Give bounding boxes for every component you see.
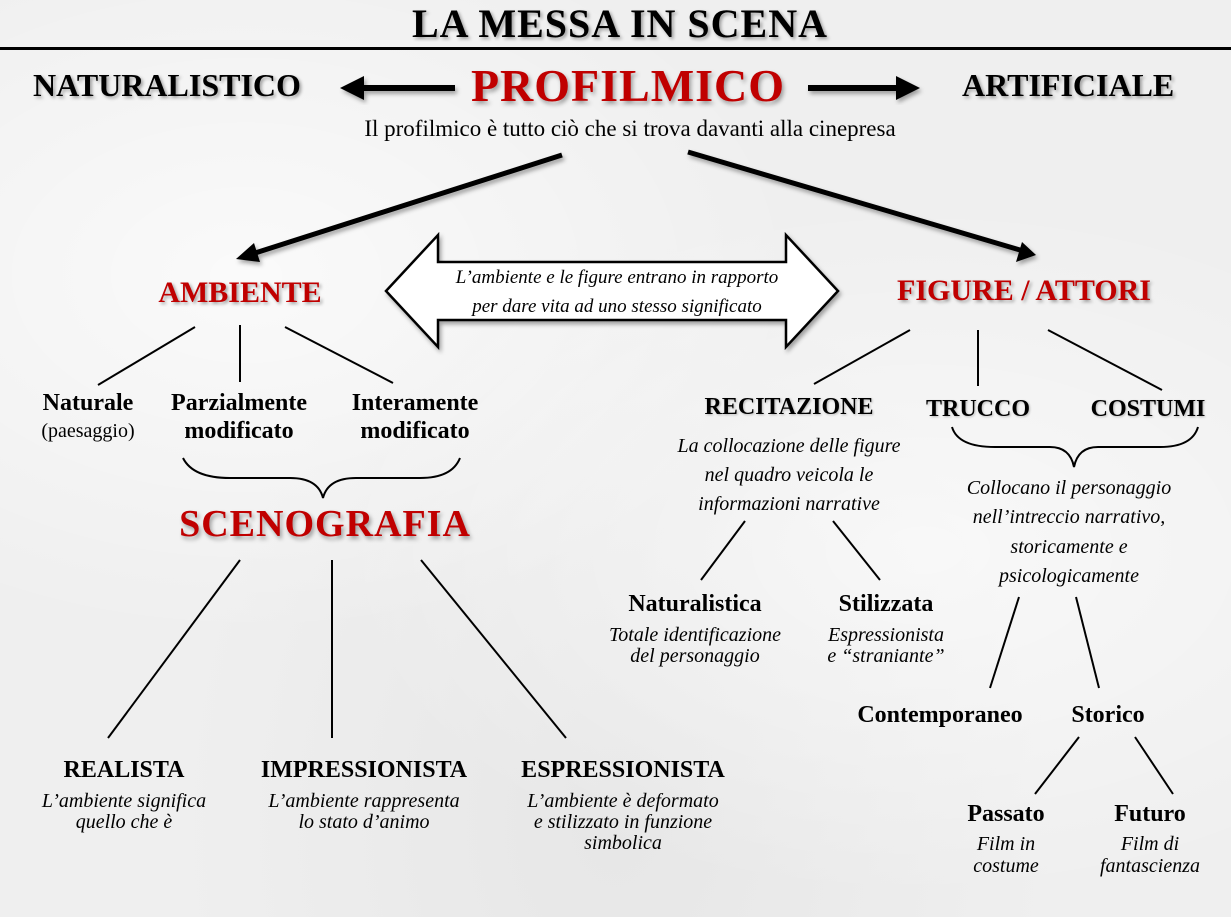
futuro-desc-line2: fantascienza	[1100, 855, 1200, 877]
naturale-sub: (paesaggio)	[41, 420, 135, 442]
naturale-label: Naturale	[42, 390, 134, 416]
tc-desc-line1: Collocano il personaggio	[966, 477, 1172, 499]
stilizzata-desc-line2: e “straniante”	[827, 645, 945, 667]
futuro-desc-line1: Film di	[1120, 833, 1180, 855]
parzialmente-line1: Parzialmente	[171, 390, 307, 416]
naturalistica-desc-line2: del personaggio	[630, 645, 760, 667]
recitazione-desc-line3: informazioni narrative	[698, 493, 880, 515]
passato-desc-line1: Film in	[976, 833, 1036, 855]
espressionista-label: ESPRESSIONISTA	[521, 757, 725, 783]
profilmico-title: PROFILMICO	[470, 60, 786, 111]
espressionista-desc-line1: L’ambiente è deformato	[527, 790, 719, 812]
ambiente-title: AMBIENTE	[158, 276, 322, 309]
parzialmente-line2: modificato	[184, 418, 294, 444]
brace-scenografia	[183, 458, 460, 498]
arrow-to-figure	[688, 152, 1036, 262]
artificiale-label: ARTIFICIALE	[962, 67, 1175, 103]
arrow-left-naturalistico	[340, 76, 455, 100]
futuro-label: Futuro	[1114, 801, 1186, 827]
espressionista-desc-line3: simbolica	[584, 832, 662, 854]
arrow-to-ambiente	[236, 155, 562, 262]
costumi-label: COSTUMI	[1090, 396, 1206, 422]
relation-text-line2: per dare vita ad uno stesso significato	[472, 296, 762, 317]
tc-desc-line2: nell’intreccio narrativo,	[972, 506, 1166, 528]
passato-desc-line2: costume	[973, 855, 1039, 877]
brace-trucco-costumi	[952, 427, 1198, 467]
impressionista-desc-line1: L’ambiente rappresenta	[268, 790, 460, 812]
naturalistica-label: Naturalistica	[628, 591, 762, 617]
espressionista-desc-line2: e stilizzato in funzione	[533, 811, 713, 833]
figure-attori-title: FIGURE / ATTORI	[897, 274, 1151, 307]
stilizzata-desc-line1: Espressionista	[828, 624, 944, 646]
contemporaneo-label: Contemporaneo	[857, 702, 1023, 728]
recitazione-desc-line2: nel quadro veicola le	[704, 464, 874, 486]
recitazione-label: RECITAZIONE	[704, 394, 874, 420]
tc-desc-line3: storicamente e	[1010, 536, 1128, 558]
realista-desc-line1: L’ambiente significa	[41, 790, 207, 812]
naturalistica-desc-line1: Totale identificazione	[608, 624, 782, 646]
storico-label: Storico	[1071, 702, 1145, 728]
scenografia-title: SCENOGRAFIA	[179, 503, 471, 545]
realista-label: REALISTA	[63, 757, 185, 783]
passato-label: Passato	[967, 801, 1045, 827]
naturalistico-label: NATURALISTICO	[33, 67, 301, 103]
recitazione-desc-line1: La collocazione delle figure	[677, 435, 901, 457]
relation-double-arrow	[386, 235, 838, 347]
impressionista-desc-line2: lo stato d’animo	[298, 811, 430, 833]
impressionista-label: IMPRESSIONISTA	[260, 757, 468, 783]
profilmico-definition: Il profilmico è tutto ciò che si trova davanti alla cinepresa	[364, 116, 896, 141]
interamente-line2: modificato	[360, 418, 470, 444]
page-title: LA MESSA IN SCENA	[411, 1, 829, 46]
tc-desc-line4: psicologicamente	[999, 565, 1139, 587]
arrow-right-artificiale	[808, 76, 920, 100]
realista-desc-line2: quello che è	[75, 811, 173, 833]
trucco-label: TRUCCO	[925, 396, 1031, 422]
stilizzata-label: Stilizzata	[838, 591, 934, 617]
relation-text-line1: L’ambiente e le figure entrano in rapporto	[455, 267, 779, 288]
interamente-line1: Interamente	[351, 390, 479, 416]
